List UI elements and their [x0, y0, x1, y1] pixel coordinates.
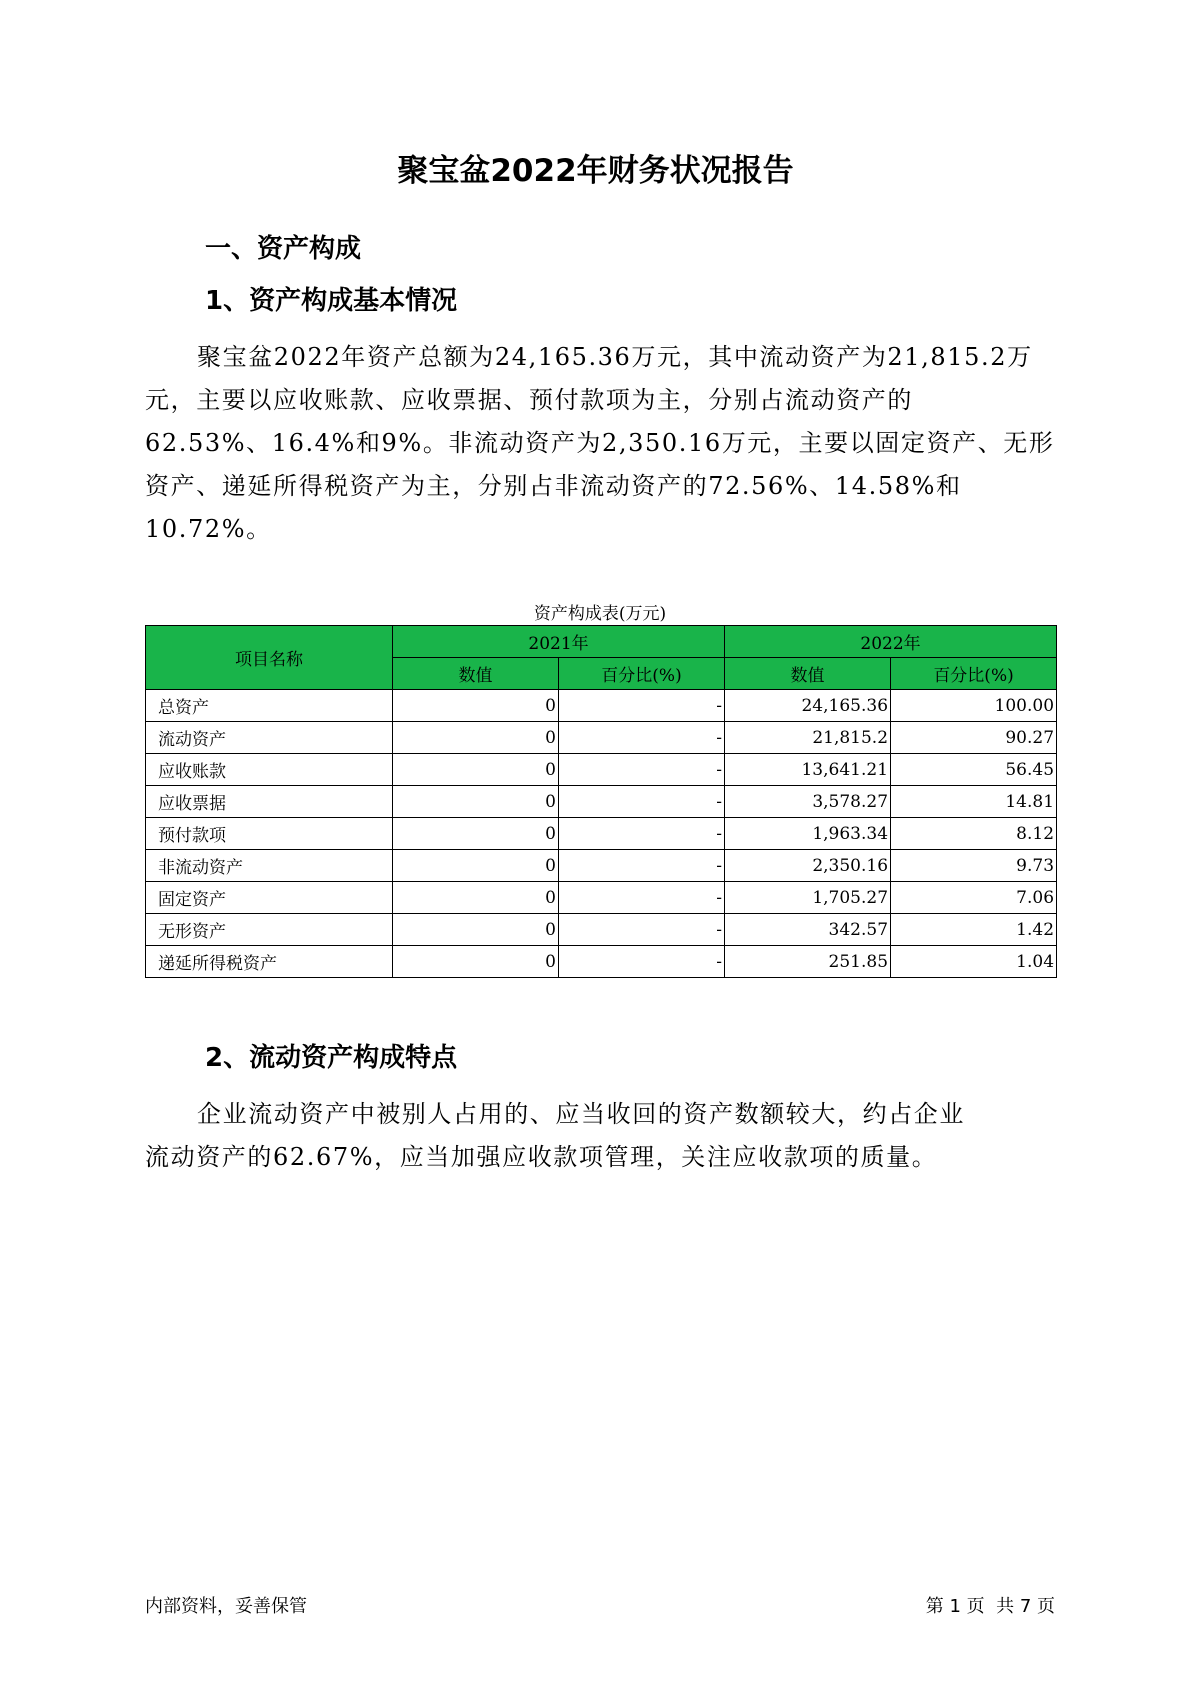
table-row [146, 786, 1057, 818]
pct-2021: - [559, 850, 725, 882]
pct-2021: - [559, 946, 725, 978]
footer-page-number: 第 1 页 共 7 页 [925, 1596, 1055, 1617]
header-item-name: 项目名称 [146, 626, 393, 690]
pct-2021: - [559, 786, 725, 818]
table-row [146, 914, 1057, 946]
row-name: 递延所得税资产 [146, 946, 393, 978]
paragraph-line: 聚宝盆2022年资产总额为24,165.36万元，其中流动资产为21,815.2万 [197, 343, 1033, 371]
header-pct-2021: 百分比(%) [559, 658, 725, 690]
page-title: 聚宝盆2022年财务状况报告 [397, 153, 794, 189]
header-value-2022: 数值 [725, 658, 891, 690]
table-row [146, 754, 1057, 786]
table-row [146, 818, 1057, 850]
row-name: 应收账款 [146, 754, 393, 786]
header-value-2021: 数值 [393, 658, 559, 690]
footer-confidential: 内部资料，妥善保管 [145, 1596, 307, 1617]
header-year-2022: 2022年 [725, 626, 1057, 658]
pct-2022: 100.00 [891, 690, 1057, 722]
pct-2022: 90.27 [891, 722, 1057, 754]
value-2021: 0 [393, 722, 559, 754]
row-name: 应收票据 [146, 786, 393, 818]
pct-2022: 9.73 [891, 850, 1057, 882]
row-name: 非流动资产 [146, 850, 393, 882]
value-2022: 24,165.36 [725, 690, 891, 722]
table-row [146, 946, 1057, 978]
row-name: 总资产 [146, 690, 393, 722]
pct-2022: 1.04 [891, 946, 1057, 978]
pct-2021: - [559, 690, 725, 722]
asset-overview-paragraph [145, 336, 1055, 551]
value-2021: 0 [393, 946, 559, 978]
section-heading: 一、资产构成 [205, 234, 362, 264]
value-2022: 13,641.21 [725, 754, 891, 786]
pct-2021: - [559, 754, 725, 786]
table-row [146, 850, 1057, 882]
paragraph-line: 流动资产的62.67%，应当加强应收款项管理，关注应收款项的质量。 [145, 1143, 938, 1171]
paragraph-line: 资产、递延所得税资产为主，分别占非流动资产的72.56%、14.58%和 [145, 472, 962, 500]
value-2021: 0 [393, 882, 559, 914]
pct-2022: 14.81 [891, 786, 1057, 818]
paragraph-line: 10.72%。 [145, 515, 272, 543]
header-pct-2022: 百分比(%) [891, 658, 1057, 690]
pct-2021: - [559, 882, 725, 914]
row-name: 流动资产 [146, 722, 393, 754]
subsection-heading: 1、资产构成基本情况 [205, 286, 458, 316]
value-2021: 0 [393, 914, 559, 946]
subsection-heading: 2、流动资产构成特点 [205, 1043, 458, 1073]
table-row [146, 722, 1057, 754]
pct-2021: - [559, 722, 725, 754]
value-2021: 0 [393, 818, 559, 850]
pct-2022: 1.42 [891, 914, 1057, 946]
value-2022: 342.57 [725, 914, 891, 946]
pct-2021: - [559, 914, 725, 946]
current-assets-paragraph [145, 1093, 1055, 1179]
paragraph-line: 62.53%、16.4%和9%。非流动资产为2,350.16万元，主要以固定资产、无形 [145, 429, 1055, 457]
table-row [146, 690, 1057, 722]
table-row [146, 882, 1057, 914]
pct-2021: - [559, 818, 725, 850]
value-2022: 1,963.34 [725, 818, 891, 850]
value-2022: 3,578.27 [725, 786, 891, 818]
pct-2022: 8.12 [891, 818, 1057, 850]
paragraph-line: 企业流动资产中被别人占用的、应当收回的资产数额较大，约占企业 [197, 1100, 965, 1128]
value-2021: 0 [393, 690, 559, 722]
row-name: 预付款项 [146, 818, 393, 850]
paragraph-line: 元，主要以应收账款、应收票据、预付款项为主，分别占流动资产的 [145, 386, 913, 414]
value-2022: 2,350.16 [725, 850, 891, 882]
asset-composition-table [145, 625, 1057, 978]
value-2022: 21,815.2 [725, 722, 891, 754]
value-2021: 0 [393, 786, 559, 818]
value-2022: 251.85 [725, 946, 891, 978]
value-2021: 0 [393, 754, 559, 786]
value-2022: 1,705.27 [725, 882, 891, 914]
value-2021: 0 [393, 850, 559, 882]
row-name: 无形资产 [146, 914, 393, 946]
pct-2022: 56.45 [891, 754, 1057, 786]
table-caption: 资产构成表(万元) [533, 604, 667, 624]
pct-2022: 7.06 [891, 882, 1057, 914]
header-year-2021: 2021年 [393, 626, 725, 658]
row-name: 固定资产 [146, 882, 393, 914]
